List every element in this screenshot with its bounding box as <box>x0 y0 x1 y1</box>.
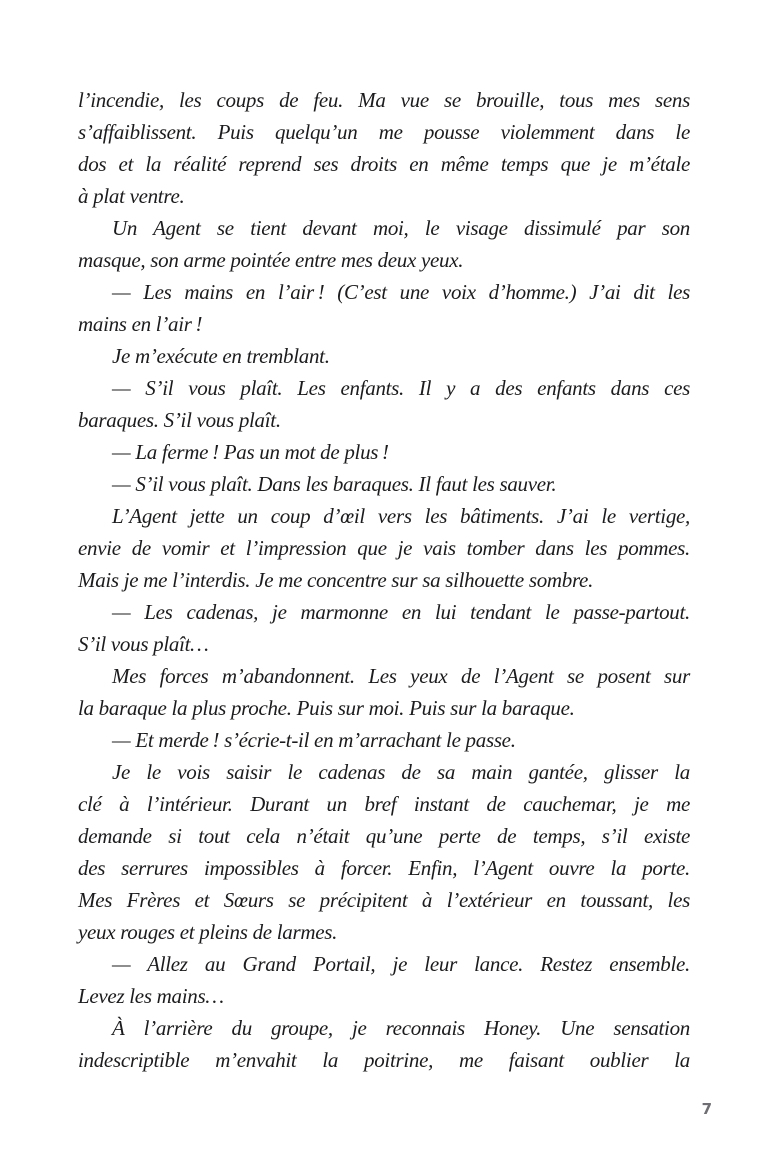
text-line: — S’il vous plaît. Les enfants. Il y a des enfants dans ces <box>112 376 690 400</box>
text-line: Un Agent se tient devant moi, le visage dissimulé par son <box>112 216 690 240</box>
paragraph <box>78 596 690 660</box>
page-number: 7 <box>701 1100 712 1118</box>
paragraph <box>78 340 690 372</box>
text-line: À l’arrière du groupe, je reconnais Honey. Une sensation <box>112 1016 690 1040</box>
paragraph <box>78 660 690 724</box>
text-line: demande si tout cela n’était qu’une perte de temps, s’il existe <box>78 824 690 848</box>
text-line: envie de vomir et l’impression que je vais tomber dans les pommes. <box>78 536 690 560</box>
text-line: L’Agent jette un coup d’œil vers les bâtiments. J’ai le vertige, <box>112 504 690 528</box>
text-line: mains en l’air ! <box>78 312 203 336</box>
text-line: yeux rouges et pleins de larmes. <box>78 920 338 944</box>
paragraph <box>78 84 690 212</box>
text-line: dos et la réalité reprend ses droits en même temps que je m’étale <box>78 152 690 176</box>
text-line: S’il vous plaît… <box>78 632 209 656</box>
paragraph <box>78 212 690 276</box>
text-line: indescriptible m’envahit la poitrine, me faisant oublier la <box>78 1048 690 1072</box>
page-text <box>78 84 690 1076</box>
text-line: — Et merde ! s’écrie-t-il en m’arrachant le passe. <box>112 728 516 752</box>
paragraph <box>78 724 690 756</box>
paragraph <box>78 276 690 340</box>
text-line: des serrures impossibles à forcer. Enfin, l’Agent ouvre la porte. <box>78 856 690 880</box>
paragraph <box>78 500 690 596</box>
text-line: — Les mains en l’air ! (C’est une voix d’homme.) J’ai dit les <box>112 280 690 304</box>
text-line: masque, son arme pointée entre mes deux yeux. <box>78 248 464 272</box>
text-line: l’incendie, les coups de feu. Ma vue se brouille, tous mes sens <box>78 88 690 112</box>
text-line: Levez les mains… <box>78 984 224 1008</box>
text-line: Mes forces m’abandonnent. Les yeux de l’Agent se posent sur <box>112 664 690 688</box>
paragraph <box>78 372 690 436</box>
text-line: — S’il vous plaît. Dans les baraques. Il faut les sauver. <box>112 472 557 496</box>
text-line: Je le vois saisir le cadenas de sa main gantée, glisser la <box>112 760 690 784</box>
paragraph <box>78 948 690 1012</box>
text-line: à plat ventre. <box>78 184 185 208</box>
text-line: s’affaiblissent. Puis quelqu’un me pousse violemment dans le <box>78 120 690 144</box>
text-line: — La ferme ! Pas un mot de plus ! <box>112 440 389 464</box>
paragraph <box>78 436 690 468</box>
paragraph <box>78 756 690 948</box>
text-line: — Les cadenas, je marmonne en lui tendant le passe-partout. <box>112 600 690 624</box>
paragraph <box>78 1012 690 1076</box>
paragraph <box>78 468 690 500</box>
text-line: Mes Frères et Sœurs se précipitent à l’extérieur en toussant, les <box>78 888 690 912</box>
text-line: baraques. S’il vous plaît. <box>78 408 281 432</box>
text-line: la baraque la plus proche. Puis sur moi. Puis sur la baraque. <box>78 696 575 720</box>
text-line: clé à l’intérieur. Durant un bref instant de cauchemar, je me <box>78 792 690 816</box>
text-line: — Allez au Grand Portail, je leur lance. Restez ensemble. <box>112 952 690 976</box>
text-line: Mais je me l’interdis. Je me concentre sur sa silhouette sombre. <box>78 568 594 592</box>
text-line: Je m’exécute en tremblant. <box>112 344 330 368</box>
